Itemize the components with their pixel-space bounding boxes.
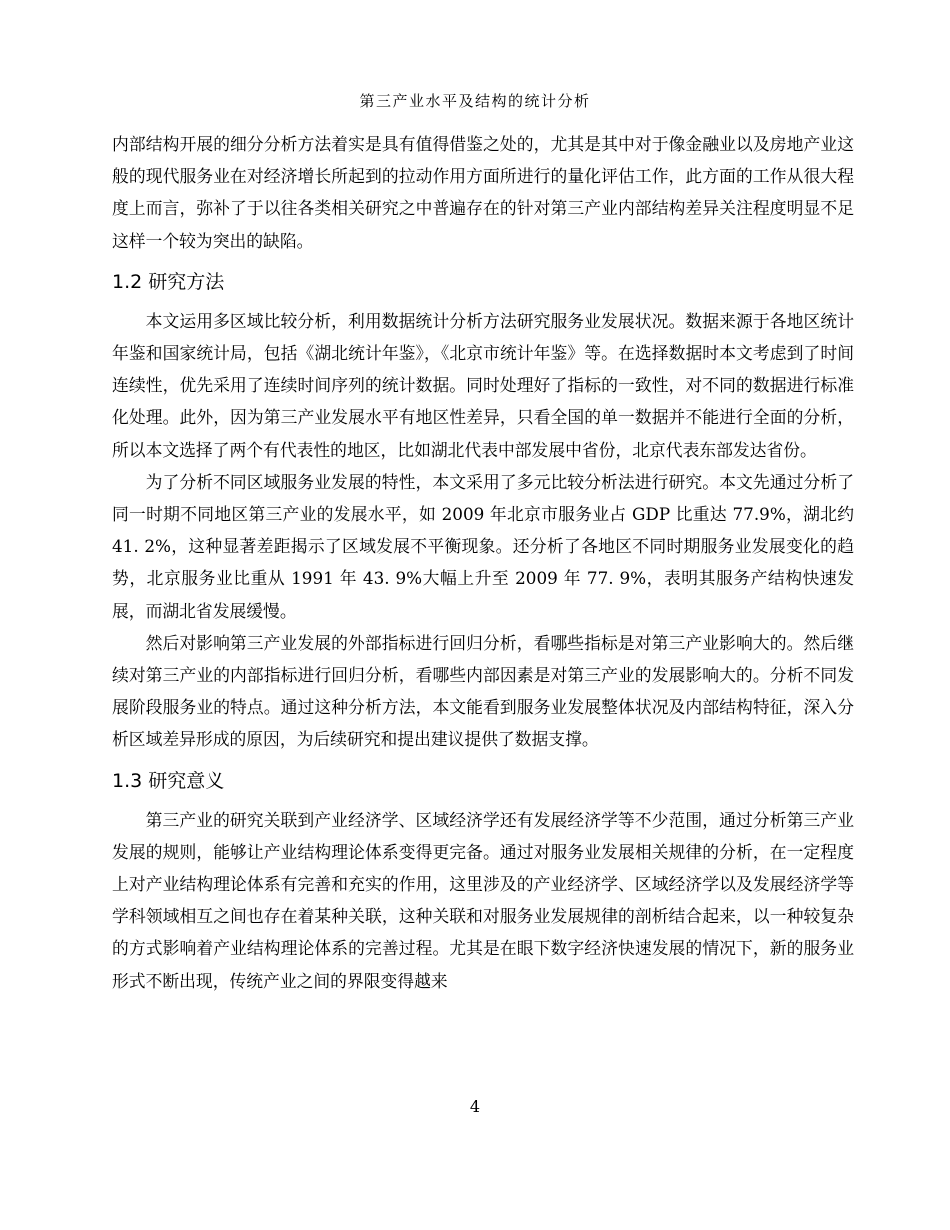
section-heading-1-2: 1.2 研究方法 <box>112 270 225 293</box>
running-header: 第三产业水平及结构的统计分析 <box>359 92 591 110</box>
body-text <box>112 128 854 997</box>
paragraph: 第三产业的研究关联到产业经济学、区域经济学还有发展经济学等不少范围，通过分析第三产业发展的规则，能够让产业结构理论体系变得更完备。通过对服务业发展相关规律的分析，在一定程度上对产业结构理论体系有完善和充实的作用，这里涉及的产业经济学、区域经济学以及发展经济学等学科领域相互之间也存在着某种关联，这种关联和对服务业发展规律的剖析结合起来，以一种较复杂的方式影响着产业结构理论体系的完善过程。尤其是在眼下数字经济快速发展的情况下，新的服务业形式不断出现，传统产业之间的界限变得越来 <box>112 809 854 991</box>
section-heading-1-3: 1.3 研究意义 <box>112 769 225 792</box>
paragraph: 为了分析不同区域服务业发展的特性，本文采用了多元比较分析法进行研究。本文先通过分析了同一时期不同地区第三产业的发展水平，如 2009 年北京市服务业占 GDP 比重达 77.9%，湖北约 41. 2%，这种显著差距揭示了区域发展不平衡现象。还分析了各地区不同时期服务业发展变化的趋势，北京服务业比重从 1991 年 43. 9%大幅上升至 2009 年 77. 9%，表明其服务产结构快速发展，而湖北省发展缓慢。 <box>112 471 854 621</box>
paragraph-continued: 内部结构开展的细分分析方法着实是具有值得借鉴之处的，尤其是其中对于像金融业以及房地产业这般的现代服务业在对经济增长所起到的拉动作用方面所进行的量化评估工作，此方面的工作从很大程度上而言，弥补了于以往各类相关研究之中普遍存在的针对第三产业内部结构差异关注程度明显不足这样一个较为突出的缺陷。 <box>112 134 854 251</box>
paragraph: 然后对影响第三产业发展的外部指标进行回归分析，看哪些指标是对第三产业影响大的。然后继续对第三产业的内部指标进行回归分析，看哪些内部因素是对第三产业的发展影响大的。分析不同发展阶段服务业的特点。通过这种分析方法，本文能看到服务业发展整体状况及内部结构特征，深入分析区域差异形成的原因，为后续研究和提出建议提供了数据支撑。 <box>112 632 854 750</box>
paragraph: 本文运用多区域比较分析，利用数据统计分析方法研究服务业发展状况。数据来源于各地区统计年鉴和国家统计局，包括《湖北统计年鉴》，《北京市统计年鉴》等。在选择数据时本文考虑到了时间连续性，优先采用了连续时间序列的统计数据。同时处理好了指标的一致性，对不同的数据进行标准化处理。此外，因为第三产业发展水平有地区性差异，只看全国的单一数据并不能进行全面的分析，所以本文选择了两个有代表性的地区，比如湖北代表中部发展中省份，北京代表东部发达省份。 <box>112 310 854 460</box>
page-number: 4 <box>469 1097 481 1116</box>
